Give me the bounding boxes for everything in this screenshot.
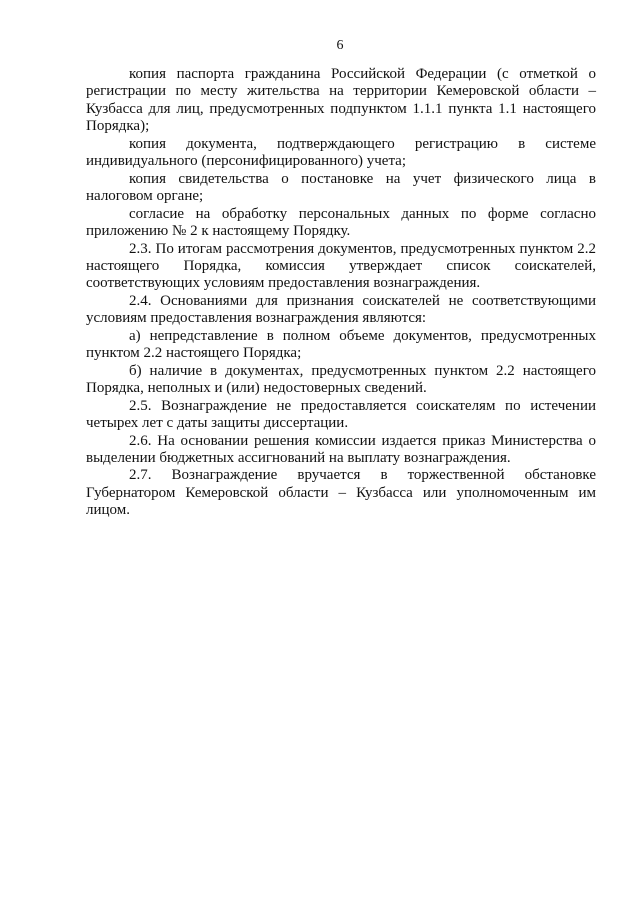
paragraph-clause-2-4: 2.4. Основаниями для признания соискателей не соответствующими условиям предоставления вознаграждения являются: [86,292,596,327]
paragraph-clause-2-3: 2.3. По итогам рассмотрения документов, предусмотренных пунктом 2.2 настоящего Порядка, комиссия утверждает список соискателей, соответствующих условиям предоставления вознаграждения. [86,240,596,292]
paragraph-clause-2-6: 2.6. На основании решения комиссии издается приказ Министерства о выделении бюджетных ассигнований на выплату вознаграждения. [86,432,596,466]
paragraph-clause-2-5: 2.5. Вознаграждение не предоставляется соискателям по истечении четырех лет с даты защиты диссертации. [86,397,596,432]
paragraph-registration-document: копия документа, подтверждающего регистрацию в системе индивидуального (персонифицированного) учета; [86,135,596,170]
paragraph-clause-2-4-a: а) непредставление в полном объеме документов, предусмотренных пунктом 2.2 настоящего Порядка; [86,327,596,362]
paragraph-clause-2-7: 2.7. Вознаграждение вручается в торжественной обстановке Губернатором Кемеровской области – Кузбасса или уполномоченным им лицом. [86,467,596,519]
paragraph-tax-certificate: копия свидетельства о постановке на учет физического лица в налоговом органе; [86,170,596,205]
page-number: 6 [336,38,344,53]
document-body [86,66,596,520]
paragraph-passport-copy: копия паспорта гражданина Российской Федерации (с отметкой о регистрации по месту жительства на территории Кемеровской области – Кузбасса для лиц, предусмотренных подпунктом 1.1.1 пункта 1.1 настоящего Порядка); [86,66,596,135]
paragraph-clause-2-4-b: б) наличие в документах, предусмотренных пунктом 2.2 настоящего Порядка, неполных и (или) недостоверных сведений. [86,362,596,397]
paragraph-personal-data-consent: согласие на обработку персональных данных по форме согласно приложению № 2 к настоящему Порядку. [86,205,596,240]
